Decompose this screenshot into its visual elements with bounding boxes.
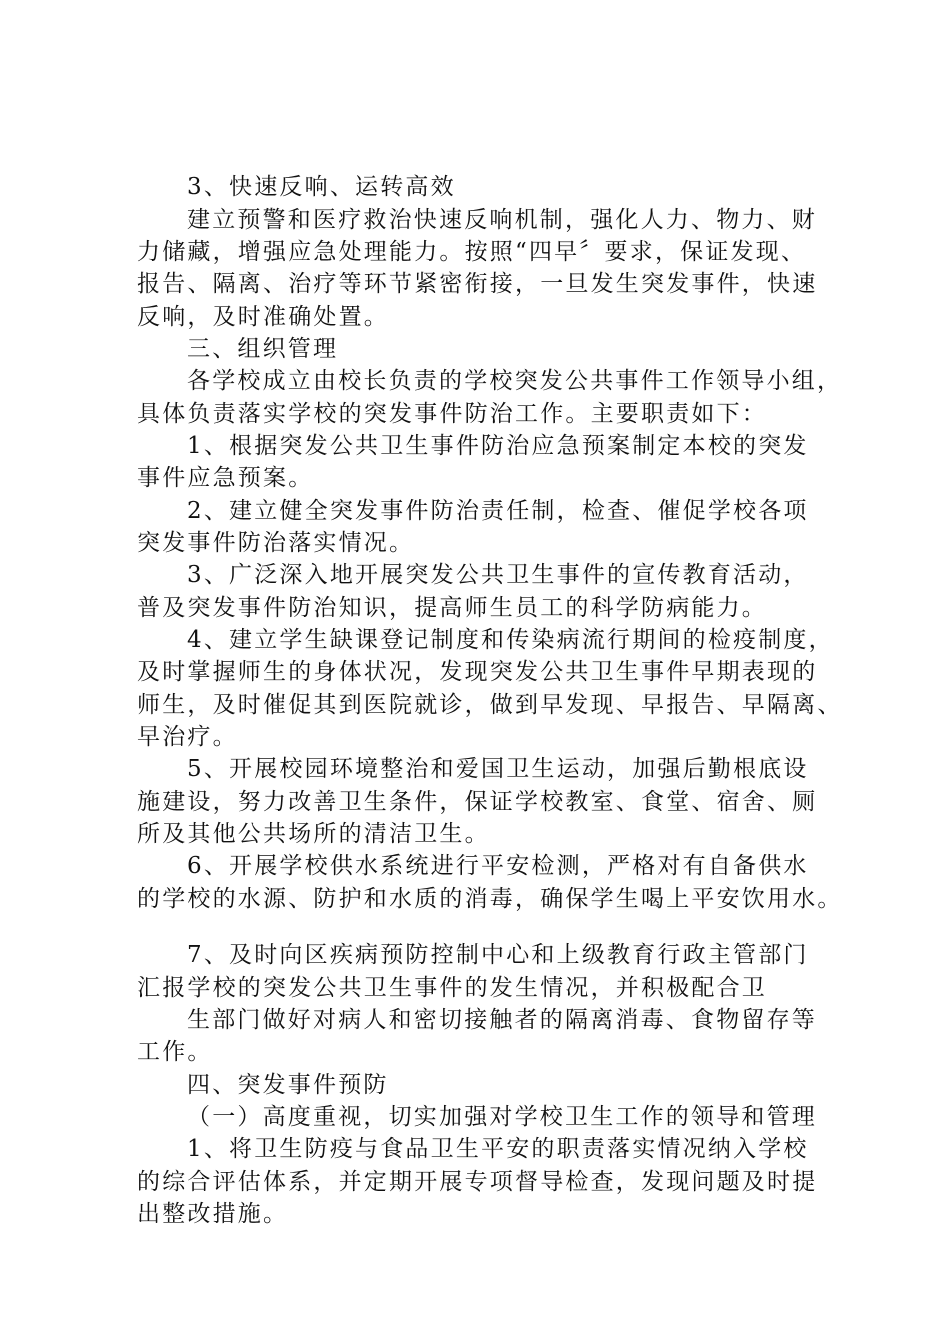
subsection-heading: （一）高度重视，切实加强对学校卫生工作的领导和管理 (187, 1104, 817, 1130)
list-item-line: 事件应急预案。 (137, 465, 314, 491)
list-item-line: 5、开展校园环境整治和爱国卫生运动，加强后勤根底设 (187, 756, 809, 782)
list-item-line: 普及突发事件防治知识，提高师生员工的科学防病能力。 (137, 595, 767, 621)
list-item-line: 4、建立学生缺课登记制度和传染病流行期间的检疫制度， (187, 627, 834, 653)
list-item-line: 3、广泛深入地开展突发公共卫生事件的宣传教育活动， (187, 562, 809, 588)
paragraph-line: 反响，及时准确处置。 (137, 304, 389, 330)
list-item-line: 早治疗。 (137, 724, 238, 750)
section-heading-organization: 三、组织管理 (187, 336, 339, 362)
list-item-line: 生部门做好对病人和密切接触者的隔离消毒、食物留存等 (187, 1007, 817, 1033)
list-item-line: 的综合评估体系，并定期开展专项督导检查，发现问题及时提 (137, 1169, 818, 1195)
paragraph-line: 具体负责落实学校的突发事件防治工作。主要职责如下： (137, 401, 767, 427)
list-item-line: 7、及时向区疾病预防控制中心和上级教育行政主管部门 (187, 942, 809, 968)
list-item-line: 突发事件防治落实情况。 (137, 530, 415, 556)
list-item-line: 及时掌握师生的身体状况，发现突发公共卫生事件早期表现的 (137, 659, 818, 685)
list-item-line: 1、根据突发公共卫生事件防治应急预案制定本校的突发 (187, 433, 809, 459)
paragraph-line: 各学校成立由校长负责的学校突发公共事件工作领导小组， (187, 368, 843, 394)
list-item-line: 2、建立健全突发事件防治责任制，检查、催促学校各项 (187, 498, 809, 524)
list-item-line: 工作。 (137, 1039, 213, 1065)
list-item-line: 师生，及时催促其到医院就诊，做到早发现、早报告、早隔离、 (137, 692, 843, 718)
list-item-line: 的学校的水源、防护和水质的消毒，确保学生喝上平安饮用水。 (137, 886, 843, 912)
list-item-line: 施建设，努力改善卫生条件，保证学校教室、食堂、宿舍、厕 (137, 789, 818, 815)
list-item-line: 6、开展学校供水系统进行平安检测，严格对有自备供水 (187, 853, 809, 879)
list-item-line: 汇报学校的突发公共卫生事件的发生情况，并积极配合卫 (137, 975, 767, 1001)
list-item-line: 所及其他公共场所的清洁卫生。 (137, 821, 490, 847)
paragraph-line: 建立预警和医疗救治快速反响机制，强化人力、物力、财 (187, 207, 817, 233)
heading-quick-response: 3、快速反响、运转高效 (187, 174, 456, 200)
paragraph-line: 报告、隔离、治疗等环节紧密衔接，一旦发生突发事件，快速 (137, 271, 818, 297)
section-heading-prevention: 四、突发事件预防 (187, 1072, 389, 1098)
list-item-line: 1、将卫生防疫与食品卫生平安的职责落实情况纳入学校 (187, 1136, 809, 1162)
list-item-line: 出整改措施。 (137, 1201, 289, 1227)
paragraph-line: 力储藏，增强应急处理能力。按照“四早〞要求，保证发现、 (137, 239, 807, 265)
